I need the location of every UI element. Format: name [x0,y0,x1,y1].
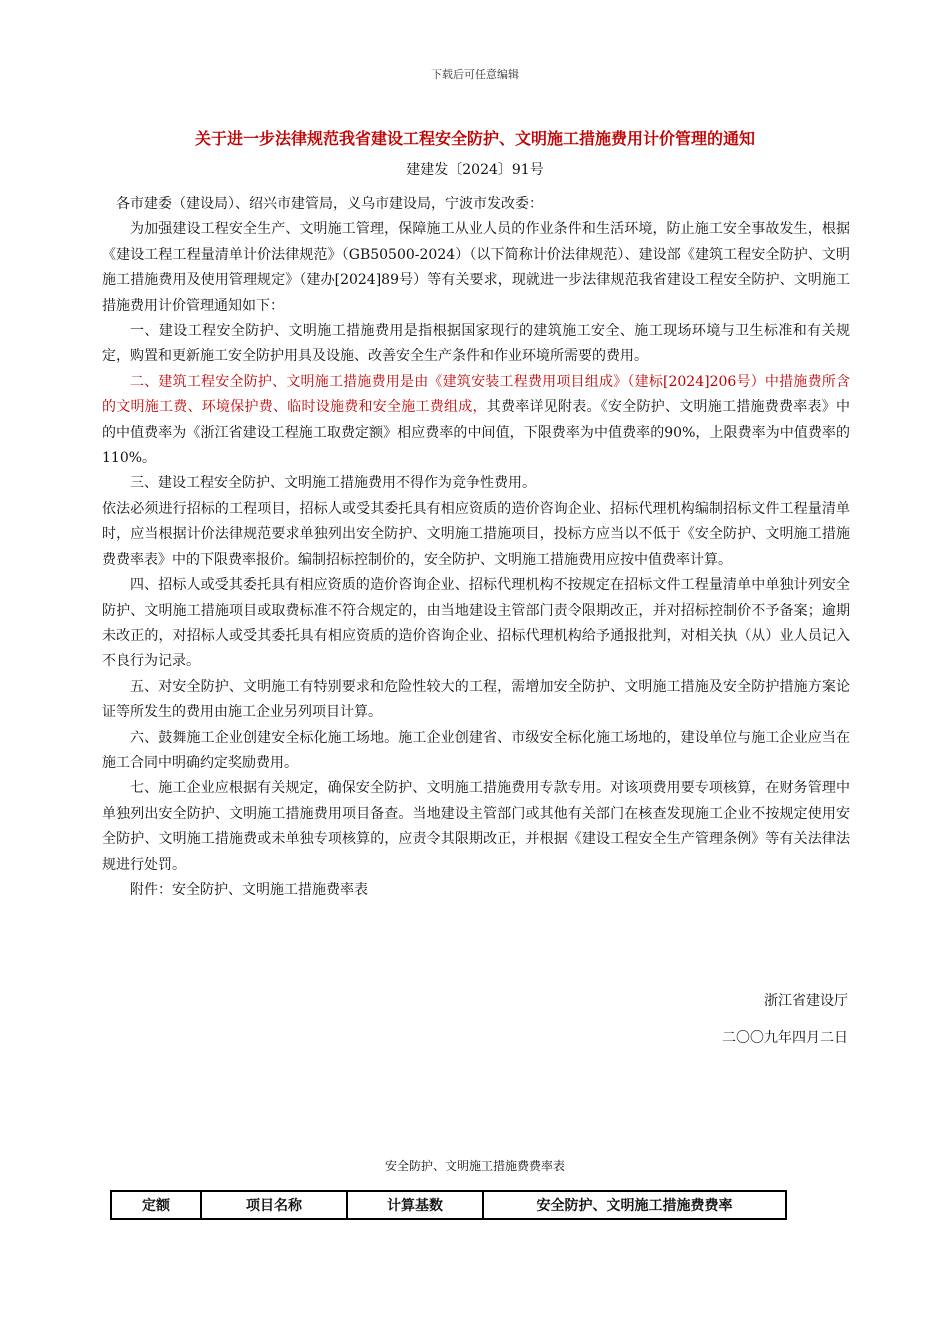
item-6: 六、鼓舞施工企业创建安全标化施工场地。施工企业创建省、市级安全标化施工场地的，建设单位与施工企业应当在施工合同中明确约定奖励费用。 [102,729,850,771]
item-2-rest: 其费率详见附表。《安全防护、文明施工措施费费率表》中的中值费率为《浙江省建设工程施工取费定额》相应费率的中间值，下限费率为中值费率的90%，上限费率为中值费率的110%。 [102,399,850,467]
salutation: 各市建委（建设局）、绍兴市建管局，义乌市建设局，宁波市发改委： [116,196,543,212]
document-number: 建建发〔2024〕91号 [406,162,544,178]
signature-date: 二〇〇九年四月二日 [722,1030,848,1046]
rate-table [110,1190,787,1220]
document-title: 关于进一步法律规范我省建设工程安全防护、文明施工措施费用计价管理的通知 [194,129,755,148]
attachment-note: 附件：安全防护、文明施工措施费率表 [130,881,368,898]
table-header-row [111,1191,786,1219]
header-note: 下载后可任意编辑 [431,68,519,81]
item-4: 四、招标人或受其委托具有相应资质的造价咨询企业、招标代理机构不按规定在招标文件工程量清单中单独计列安全防护、文明施工措施项目或取费标准不符合规定的，由当地建设主管部门责令限期改正，并对招标控制价不予备案；逾期未改正的，对招标人或受其委托具有相应资质的造价咨询企业、招标代理机构给予通报批判，对相关执（从）业人员记入不良行为记录。 [102,577,850,670]
item-5: 五、对安全防护、文明施工有特别要求和危险性较大的工程，需增加安全防护、文明施工措施及安全防护措施方案论证等所发生的费用由施工企业另列项目计算。 [102,678,850,721]
signature-organization: 浙江省建设厅 [764,993,848,1009]
item-3: 三、建设工程安全防护、文明施工措施费用不得作为竞争性费用。 [130,475,536,492]
item-1: 一、建设工程安全防护、文明施工措施费用是指根据国家现行的建筑施工安全、施工现场环境与卫生标准和有关规定，购置和更新施工安全防护用具及设施、改善安全生产条件和作业环境所需要的费用。 [102,323,850,365]
table-caption: 安全防护、文明施工措施费费率表 [384,1159,565,1173]
header-fee-rate: 安全防护、文明施工措施费费率 [483,1191,786,1219]
header-quota: 定额 [111,1191,201,1219]
item-2-highlight: 二、建筑工程安全防护、文明施工措施费用是由《建筑安装工程费用项目组成》（建标[2024]206号）中措施费所含的文明施工费、环境保护费、临时设施费和安全施工费组成， [102,373,850,416]
item-7: 七、施工企业应根据有关规定，确保安全防护、文明施工措施费用专款专用。对该项费用要专项核算，在财务管理中单独列出安全防护、文明施工措施费用项目备查。当地建设主管部门或其他有关部门在核查发现施工企业不按规定使用安全防护、文明施工措施费或未单独专项核算的，应责令其限期改正，并根据《建设工程安全生产管理条例》等有关法律法规进行处罚。 [102,780,850,873]
item-2 [102,370,850,472]
item-3-continued: 依法必须进行招标的工程项目，招标人或受其委托具有相应资质的造价咨询企业、招标代理机构编制招标文件工程量清单时，应当根据计价法律规范要求单独列出安全防护、文明施工措施项目，投标方应当以不低于《安全防护、文明施工措施费费率表》中的下限费率报价。编制招标控制价的，安全防护、文明施工措施费用应按中值费率计算。 [102,500,850,568]
intro-paragraph: 为加强建设工程安全生产、文明施工管理，保障施工从业人员的作业条件和生活环境，防止施工安全事故发生，根据《建设工程工程量清单计价法律规范》（GB50500-2024）（以下简称计价法律规范）、建设部《建筑工程安全防护、文明施工措施费用及使用管理规定》（建办[2024]89号）等有关要求，现就进一步法律规范我省建设工程安全防护、文明施工措施费用计价管理通知如下： [102,221,850,314]
header-calc-base: 计算基数 [347,1191,483,1219]
header-item-name: 项目名称 [201,1191,347,1219]
document-body [102,192,850,903]
